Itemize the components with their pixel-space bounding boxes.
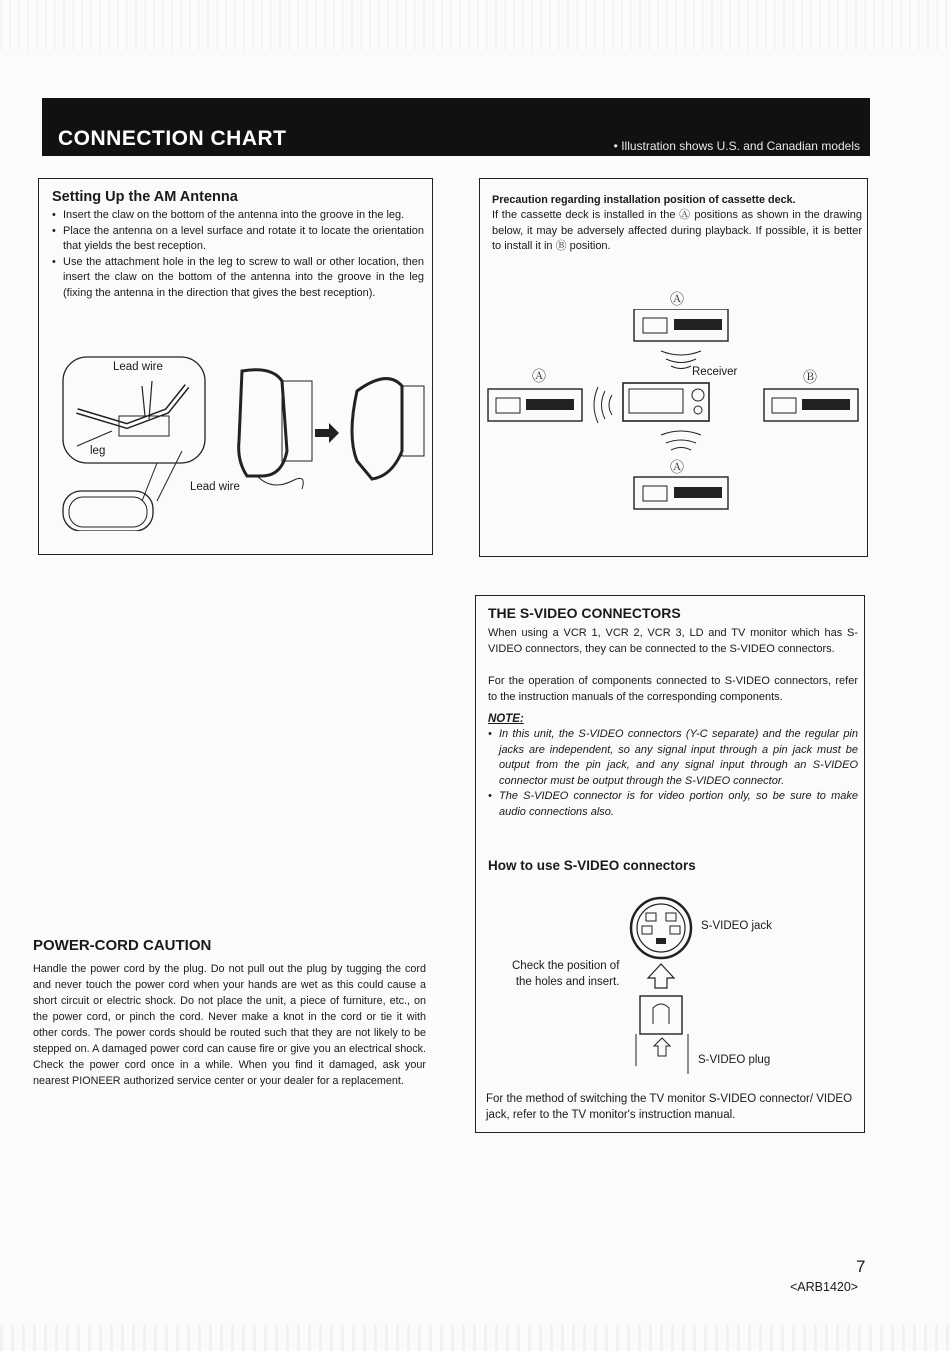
am-antenna-title: Setting Up the AM Antenna <box>52 189 238 205</box>
svideo-title: THE S-VIDEO CONNECTORS <box>488 605 681 621</box>
label-position-a: Ⓐ <box>670 291 684 307</box>
page-number: 7 <box>856 1257 866 1276</box>
am-antenna-box <box>38 178 433 555</box>
label-svideo-plug: S-VIDEO plug <box>698 1054 771 1066</box>
banner-note: • Illustration shows U.S. and Canadian models <box>613 139 860 153</box>
section-banner <box>42 98 870 156</box>
label-position-a: Ⓐ <box>670 459 684 475</box>
svideo-para-2: For the operation of components connected to S-VIDEO connectors, refer to the instruction manuals of the corresponding components. <box>488 675 858 703</box>
power-cord-text: Handle the power cord by the plug. Do not pull out the plug by tugging the cord and never touch the power cord when your hands are wet as this could cause a short circuit or electric shock. Do not place the unit, a piece of furniture, etc., on the power cord, or pinch the cord. Never make a knot in the cord or tie it with other cords. The power cords should be routed such that they are not likely to be stepped on. A damaged power cord can cause fire or give you an electrical shock. Check the power cord once in a while. When you find it damaged, ask your nearest PIONEER authorized service center or your dealer for a replacement. <box>33 963 426 1087</box>
label-lead-wire: Lead wire <box>190 481 240 493</box>
cassette-deck-placement-diagram <box>486 309 866 514</box>
list-item: • Insert the claw on the bottom of the antenna into the groove in the leg. <box>52 208 424 224</box>
svideo-footer-note: For the method of switching the TV monitor S-VIDEO connector/ VIDEO jack, refer to the TV monitor's instruction manual. <box>486 1093 853 1121</box>
list-item: • In this unit, the S-VIDEO connectors (Y-C separate) and the regular pin jacks are independent, so any signal input through a pin jack must be output from the pin jack, and any signal input through an S-VIDEO connector must be output through the S-VIDEO connector. <box>488 727 858 789</box>
label-position-a: Ⓐ <box>532 368 546 384</box>
list-item: • Use the attachment hole in the leg to screw to wall or other location, then insert the claw on the bottom of the antenna into the groove in the leg (fixing the antenna in the direction that gives the best reception). <box>52 255 424 302</box>
am-antenna-instructions <box>52 208 424 302</box>
label-leg: leg <box>90 445 106 457</box>
precaution-box <box>479 178 868 557</box>
label-receiver: Receiver <box>692 366 738 378</box>
svideo-box <box>475 595 865 1133</box>
label-lead-wire: Lead wire <box>113 361 163 373</box>
label-position-b: Ⓑ <box>803 369 817 385</box>
am-antenna-illustration <box>57 351 427 531</box>
note-label: NOTE: <box>488 713 524 725</box>
document-code: <ARB1420> <box>790 1280 859 1294</box>
scan-noise-top <box>0 0 950 50</box>
precaution-title: Precaution regarding installation position of cassette deck. <box>492 194 796 206</box>
list-item: • Place the antenna on a level surface and rotate it to locate the orientation that yields the best reception. <box>52 224 424 255</box>
svideo-connector-diagram <box>626 896 706 1076</box>
svideo-para-1: When using a VCR 1, VCR 2, VCR 3, LD and TV monitor which has S-VIDEO connectors, they can be connected to the S-VIDEO connectors. <box>488 627 858 655</box>
label-svideo-jack: S-VIDEO jack <box>701 920 772 932</box>
label-check-position: Check the position of the holes and insert. <box>512 960 620 988</box>
svideo-notes <box>488 727 858 821</box>
power-cord-title: POWER-CORD CAUTION <box>33 937 212 954</box>
scan-noise-bottom <box>0 1325 950 1351</box>
howto-title: How to use S-VIDEO connectors <box>488 858 696 873</box>
banner-title: CONNECTION CHART <box>58 127 287 150</box>
precaution-text: If the cassette deck is installed in the Ⓐ positions as shown in the drawing below, it may be adversely affected during playback. If possible, it is better to install it in Ⓑ position. <box>492 209 862 253</box>
list-item: • The S-VIDEO connector is for video portion only, so be sure to make audio connections also. <box>488 789 858 820</box>
